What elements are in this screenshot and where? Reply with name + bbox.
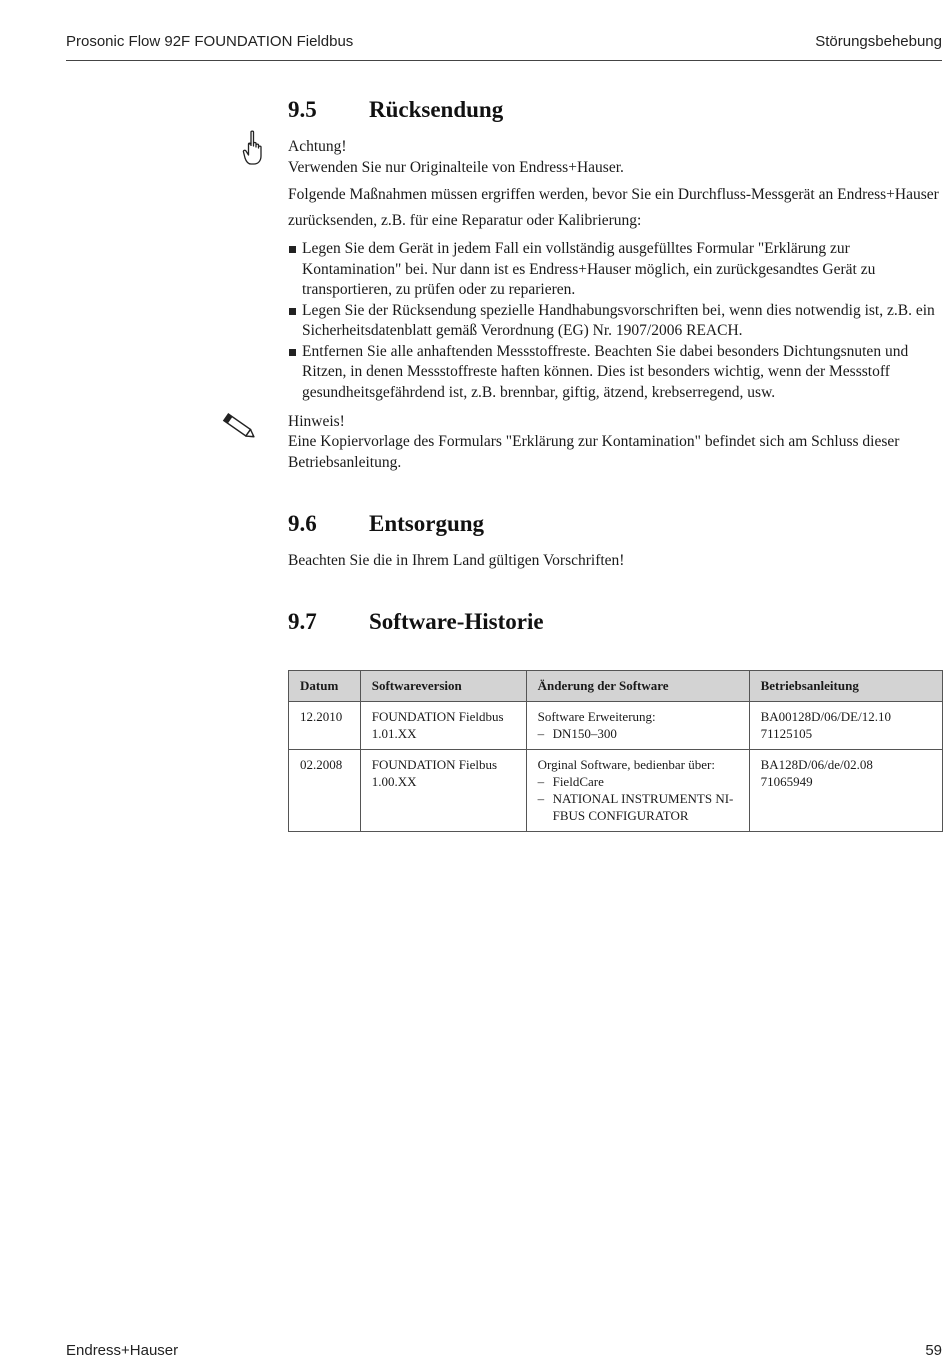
cell-version: FOUNDATION Fielbus 1.00.XX bbox=[360, 750, 526, 832]
section-title: Entsorgung bbox=[369, 511, 485, 536]
column-header-version: Softwareversion bbox=[360, 671, 526, 702]
page-header bbox=[66, 30, 942, 61]
footer-company: Endress+Hauser bbox=[66, 1342, 179, 1359]
table-header-row bbox=[289, 671, 943, 702]
return-requirements-list bbox=[288, 239, 943, 403]
section-number: 9.6 bbox=[288, 511, 317, 536]
cell-date: 12.2010 bbox=[289, 702, 361, 750]
page-number: 59 bbox=[925, 1342, 942, 1359]
bullet-square-icon bbox=[289, 308, 296, 315]
cell-change: Orginal Software, bedienbar über: – FieldCare – NATIONAL INSTRUMENTS NI-FBUS CONFIGURATOR bbox=[526, 750, 749, 832]
section-9-6-heading bbox=[288, 511, 484, 537]
pointing-hand-icon bbox=[242, 130, 264, 166]
list-item: Entfernen Sie alle anhaftenden Messstoffreste. Beachten Sie dabei besonders Dichtungsnuten und Ritzen, in denen Messstoffreste haften können. Dies ist besonders wichtig, wenn der Messstoff gesundheitsgefährdend ist, z.B. brennbar, giftig, ätzend, krebserregend, usw. bbox=[288, 342, 943, 404]
column-header-manual: Betriebsanleitung bbox=[749, 671, 942, 702]
list-item: Legen Sie der Rücksendung spezielle Handhabungsvorschriften bei, wenn dies notwendig ist, z.B. ein Sicherheitsdatenblatt gemäß Verordnung (EG) Nr. 1907/2006 REACH. bbox=[288, 301, 943, 342]
header-document-title: Prosonic Flow 92F FOUNDATION Fieldbus bbox=[66, 33, 354, 50]
section-9-7-heading bbox=[288, 609, 544, 635]
cell-manual: BA00128D/06/DE/12.10 71125105 bbox=[749, 702, 942, 750]
header-chapter-title: Störungsbehebung bbox=[815, 33, 942, 50]
bullet-square-icon bbox=[289, 246, 296, 253]
bullet-square-icon bbox=[289, 349, 296, 356]
note-label: Hinweis! bbox=[288, 413, 345, 430]
cell-change: Software Erweiterung: – DN150–300 bbox=[526, 702, 749, 750]
caution-text: Verwenden Sie nur Originalteile von Endress+Hauser. bbox=[288, 159, 624, 176]
note-text: Eine Kopiervorlage des Formulars "Erklärung zur Kontamination" befindet sich am Schluss dieser Betriebsanleitung. bbox=[288, 433, 900, 471]
cell-version: FOUNDATION Fieldbus 1.01.XX bbox=[360, 702, 526, 750]
table-row bbox=[289, 750, 943, 832]
cell-date: 02.2008 bbox=[289, 750, 361, 832]
caution-label: Achtung! bbox=[288, 138, 347, 155]
section-title: Software-Historie bbox=[369, 609, 544, 634]
section-title: Rücksendung bbox=[369, 97, 504, 122]
section-9-5-heading bbox=[288, 97, 503, 123]
column-header-date: Datum bbox=[289, 671, 361, 702]
list-item: Legen Sie dem Gerät in jedem Fall ein vollständig ausgefülltes Formular "Erklärung zur Kontamination" bei. Nur dann ist es Endress+Hauser möglich, ein zurückgesandtes Gerät zu transportieren, zu prüfen oder zu reparieren. bbox=[288, 239, 943, 301]
column-header-change: Änderung der Software bbox=[526, 671, 749, 702]
return-intro-paragraph: Folgende Maßnahmen müssen ergriffen werden, bevor Sie ein Durchfluss-Messgerät an Endress+Hauser zurücksenden, z.B. für eine Reparatur oder Kalibrierung: bbox=[288, 186, 939, 229]
section-number: 9.7 bbox=[288, 609, 317, 634]
section-number: 9.5 bbox=[288, 97, 317, 122]
table-row bbox=[289, 702, 943, 750]
software-history-table bbox=[288, 670, 943, 832]
cell-manual: BA128D/06/de/02.08 71065949 bbox=[749, 750, 942, 832]
disposal-text: Beachten Sie die in Ihrem Land gültigen Vorschriften! bbox=[288, 552, 625, 569]
pencil-icon bbox=[220, 412, 260, 442]
